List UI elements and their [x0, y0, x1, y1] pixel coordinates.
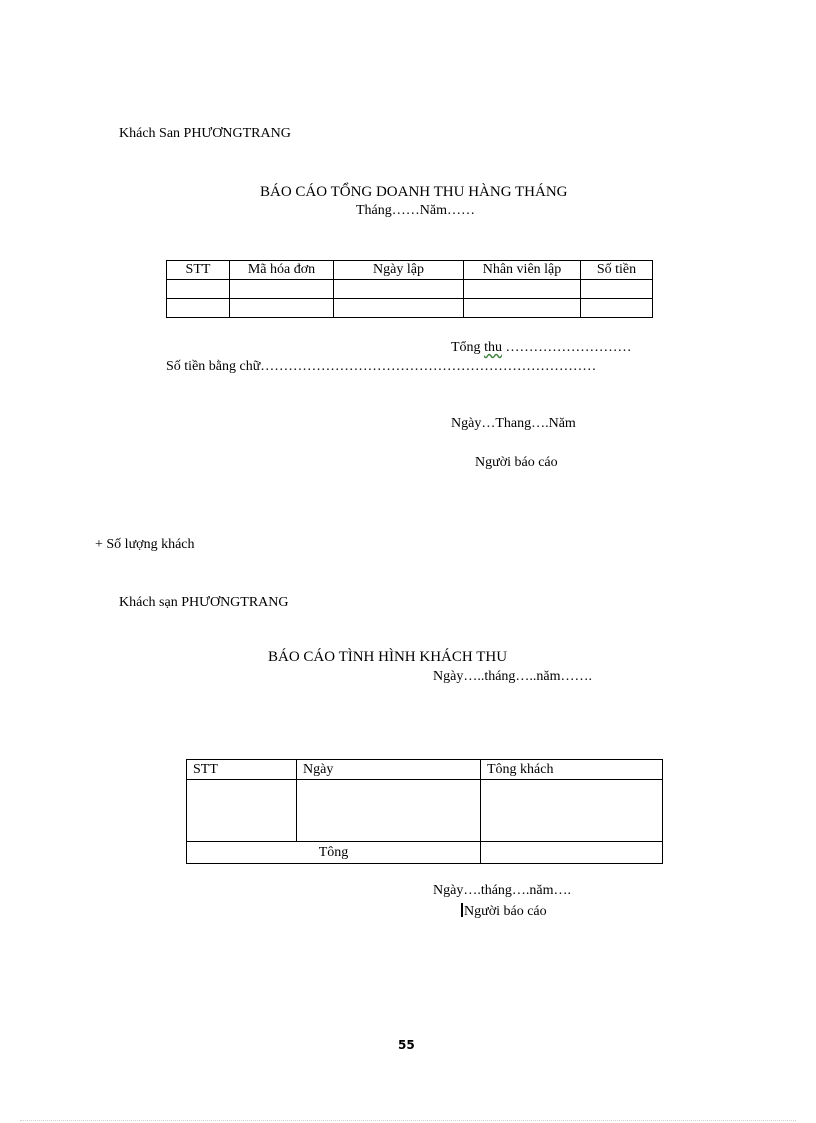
table-cell — [167, 280, 230, 299]
table-row — [167, 299, 653, 318]
total-dots: ……………………… — [501, 340, 632, 355]
reporter-1: Người báo cáo — [475, 455, 558, 470]
table-row — [187, 780, 663, 842]
report-title-1: BÁO CÁO TỔNG DOANH THU HÀNG THÁNG — [260, 184, 568, 200]
revenue-table — [166, 260, 653, 318]
table-header-row — [187, 760, 663, 780]
table-cell — [230, 280, 334, 299]
section-heading: + Số lượng khách — [95, 537, 195, 552]
table-cell — [334, 299, 464, 318]
col-header-staff: Nhân viên lập — [464, 261, 581, 280]
guest-table — [186, 759, 663, 864]
text-cursor — [461, 903, 463, 917]
hotel-name-1: Khách San PHƯƠNGTRANG — [119, 126, 291, 141]
table-cell — [581, 299, 653, 318]
col-header-date: Ngày — [297, 760, 481, 780]
total-label-cell: Tông — [187, 842, 481, 864]
table-cell — [581, 280, 653, 299]
reporter-2: Người báo cáo — [464, 904, 547, 919]
total-word: thu — [484, 340, 502, 355]
page-bottom-border — [20, 1120, 796, 1121]
col-header-stt: STT — [167, 261, 230, 280]
total-label: Tổng — [451, 340, 481, 355]
table-cell — [167, 299, 230, 318]
table-cell — [464, 280, 581, 299]
amount-in-words: Số tiền bằng chữ……………………………………………………………… — [166, 359, 597, 374]
report-title-2: BÁO CÁO TÌNH HÌNH KHÁCH THU — [268, 649, 508, 665]
table-cell — [187, 780, 297, 842]
col-header-date: Ngày lập — [334, 261, 464, 280]
table-row — [167, 280, 653, 299]
col-header-invoice-code: Mã hóa đơn — [230, 261, 334, 280]
table-cell — [481, 780, 663, 842]
date-line-1: Ngày…Thang….Năm — [451, 416, 576, 431]
table-cell — [297, 780, 481, 842]
total-revenue-line — [451, 340, 631, 356]
total-value-cell — [481, 842, 663, 864]
table-cell — [230, 299, 334, 318]
date-line-2: Ngày….tháng….năm…. — [433, 883, 572, 898]
col-header-total-guests: Tông khách — [481, 760, 663, 780]
page-number: 55 — [398, 1038, 415, 1052]
total-row — [187, 842, 663, 864]
report-subtitle-1: Tháng……Năm…… — [356, 203, 475, 218]
reporter-2-line — [461, 903, 547, 920]
col-header-stt: STT — [187, 760, 297, 780]
col-header-amount: Số tiền — [581, 261, 653, 280]
table-header-row — [167, 261, 653, 280]
report-subtitle-2: Ngày…..tháng…..năm……. — [433, 669, 593, 684]
table-cell — [464, 299, 581, 318]
hotel-name-2: Khách sạn PHƯƠNGTRANG — [119, 595, 289, 610]
table-cell — [334, 280, 464, 299]
